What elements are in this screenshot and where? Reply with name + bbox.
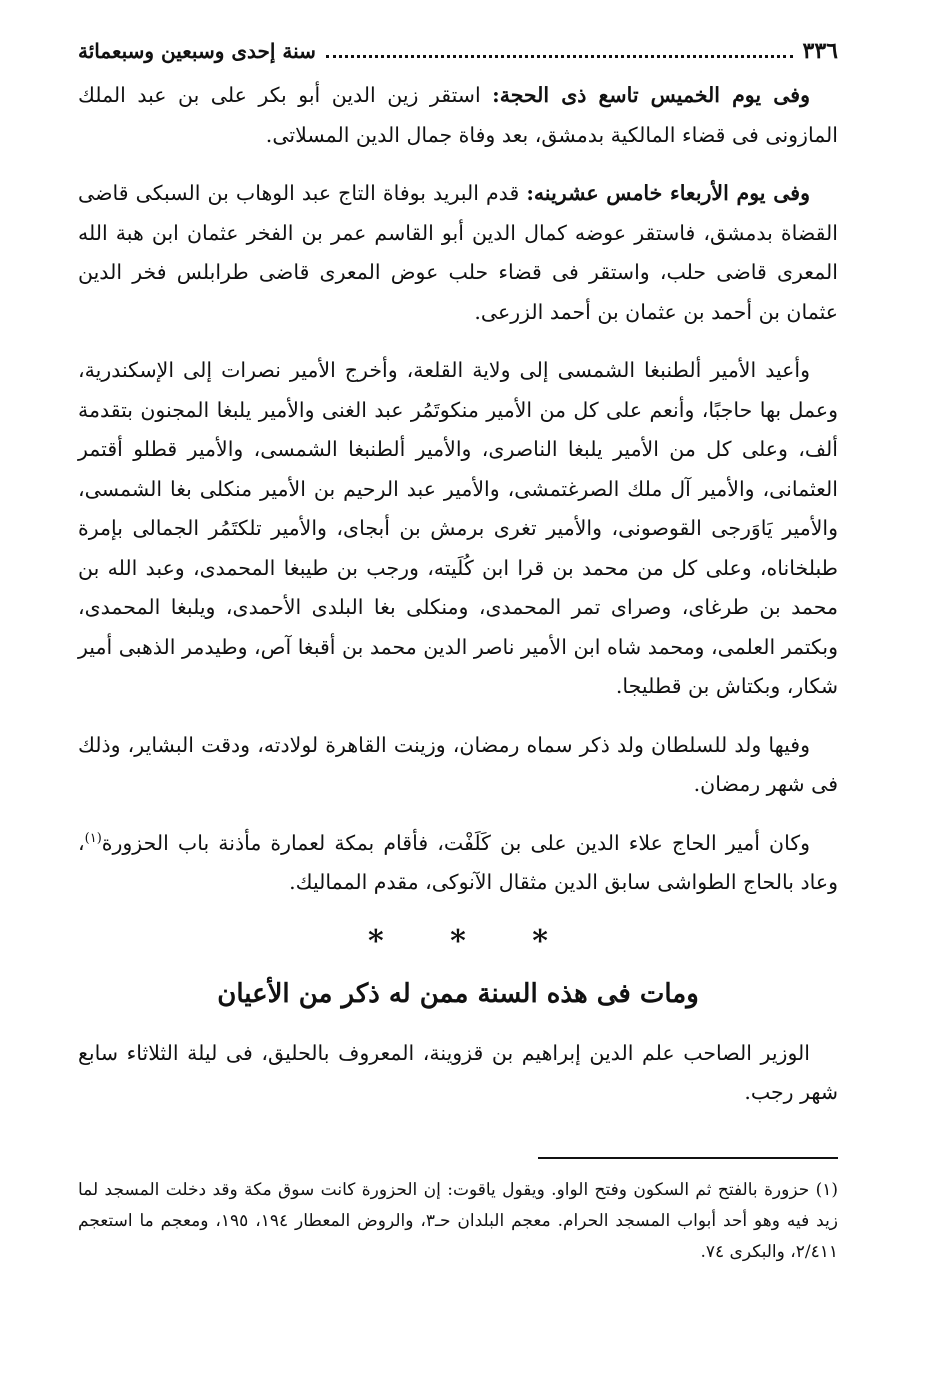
footnote-reference[interactable]: (١) <box>84 830 102 846</box>
book-page <box>78 36 838 1268</box>
obituary-entry <box>78 1034 838 1113</box>
paragraph-subki-death <box>78 174 838 332</box>
footnote-divider <box>538 1157 838 1159</box>
paragraph-text: استقر زين الدين أبو بكر على بن عبد الملك المازونى فى قضاء المالكية بدمشق، بعد وفاة جمال الدين المسلاتى. <box>78 83 838 147</box>
running-header <box>78 36 838 66</box>
paragraph-text: وأعيد الأمير ألطنبغا الشمسى إلى ولاية القلعة، وأخرج الأمير نصرات إلى الإسكندرية، وعمل بها حاجبًا، وأنعم على كل من الأمير منكوتَمُر عبد الغنى والأمير يلبغا المجنون بتقدمة ألف، وعلى كل من الأمير يلبغا الناصرى، والأمير ألطنبغا الشمسى، والأمير قطلو أقتمر العثمانى، والأمير آل ملك الصرغتمشى، والأمير عبد الرحيم بن الأمير منكلى بغا الشمسى، والأمير يَاوَرجى القوصونى، والأمير تغرى برمش بن أبجاى، والأمير تلكتَمُر الجمالى بإمرة طبلخاناه، وعلى كل من محمد بن قرا ابن كُلَيته، ورجب بن طيبغا المحمدى، وعبد الله بن محمد بن طرغاى، وصراى تمر المحمدى، ومنكلى بغا البلدى الأحمدى، ويلبغا المحمدى، وبكتمر العلمى، ومحمد شاه ابن الأمير ناصر الدين محمد بن أقبغا آص، وطيدمر الذهبى أمير شكار، وبكتاش بن قطليجا. <box>78 358 838 698</box>
paragraph-text: الوزير الصاحب علم الدين إبراهيم بن قزوينة، المعروف بالحليق، فى ليلة الثلاثاء سابع شهر رجب. <box>78 1040 838 1104</box>
page-number: ٣٣٦ <box>802 38 838 64</box>
paragraph-hajj-emir <box>78 824 838 903</box>
section-heading: ومات فى هذه السنة ممن له ذكر من الأعيان <box>217 978 699 1009</box>
paragraph-text: وكان أمير الحاج علاء الدين على بن كَلَفْت، فأقام بمكة لعمارة مأذنة باب الحزورة <box>101 830 810 855</box>
asterism-separator: * * * <box>368 923 576 959</box>
paragraph-text: وفيها ولد للسلطان ولد ذكر سماه رمضان، وزينت القاهرة لولادته، ودقت البشاير، وذلك فى شهر رمضان. <box>78 732 838 796</box>
paragraph-lead: وفى يوم الخميس تاسع ذى الحجة: <box>492 83 810 107</box>
leader-dots <box>326 54 793 58</box>
paragraph-text: قدم البريد بوفاة التاج عبد الوهاب بن السبكى قاضى القضاة بدمشق، فاستقر عوضه كمال الدين أبو القاسم عمر بن الفخر عثمان ابن هبة الله المعرى قاضى حلب، واستقر فى قضاء حلب عوض المعرى قاضى طرابلس فخر الدين عثمان بن أحمد بن عثمان بن أحمد الزرعى. <box>78 181 838 324</box>
paragraph-lead: وفى يوم الأربعاء خامس عشرينه: <box>526 181 810 205</box>
footnote-1: (١) حزورة بالفتح ثم السكون وفتح الواو. ويقول ياقوت: إن الحزورة كانت سوق مكة وقد دخلت المسجد لما زيد فيه وهو أحد أبواب المسجد الحرام. معجم البلدان حـ٣، والروض المعطار ١٩٤، ١٩٥، ومعجم ما استعجم ٢/٤١١، والبكرى ٧٤. <box>78 1179 839 1262</box>
main-text <box>78 76 838 1268</box>
paragraph-text: ، وعاد بالحاج الطواشى سابق الدين مثقال الآنوكى، مقدم المماليك. <box>78 830 838 894</box>
paragraph-emir-appointments <box>78 351 838 707</box>
footnotes <box>78 1175 838 1268</box>
running-title: سنة إحدى وسبعين وسبعمائة <box>78 39 316 63</box>
paragraph-zayn-al-din <box>78 76 838 155</box>
paragraph-sultan-son <box>78 726 838 805</box>
